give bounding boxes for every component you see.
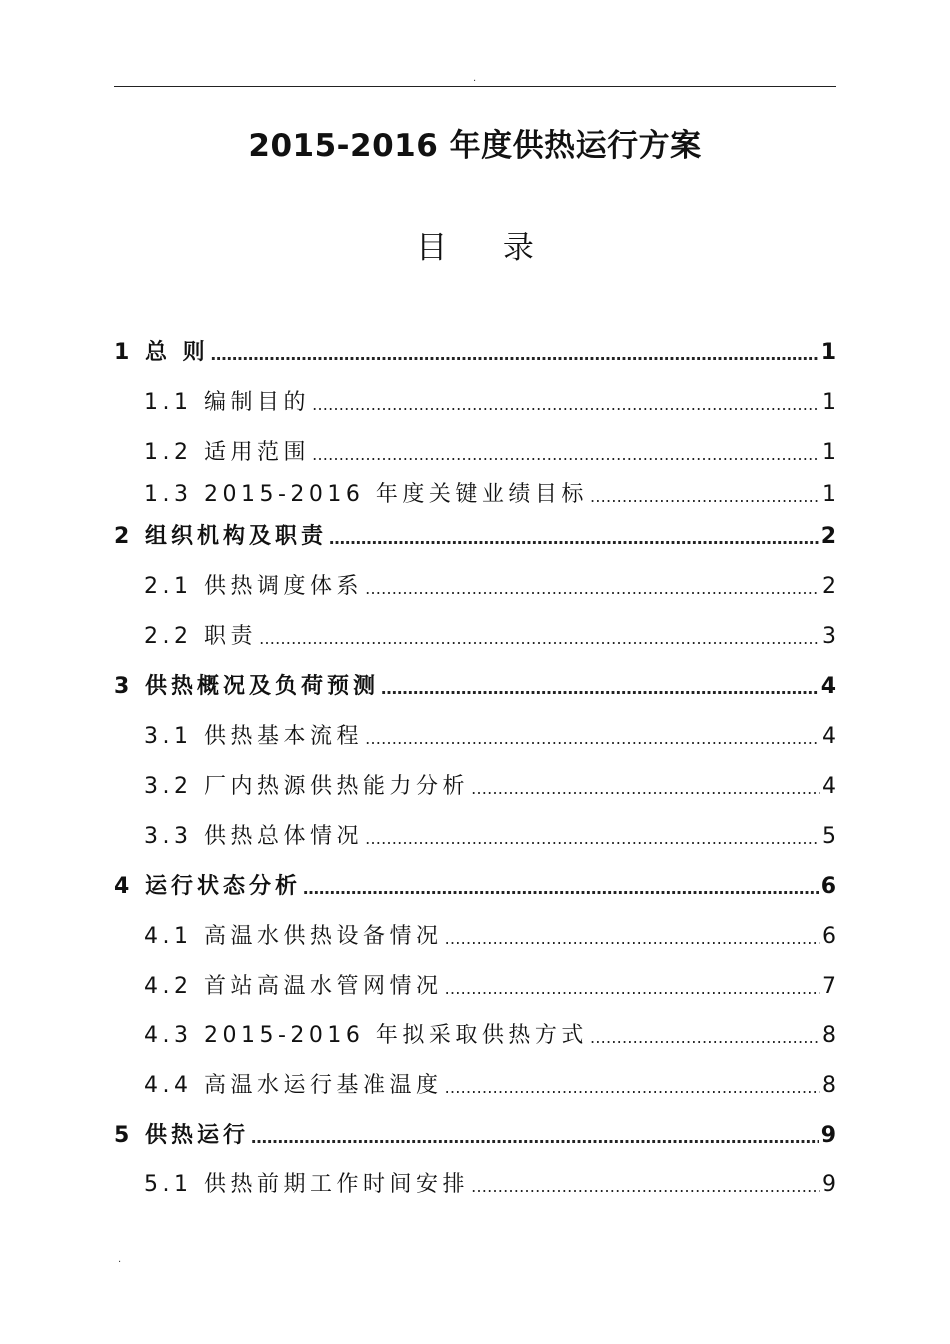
toc-entry-page-number: 2 bbox=[822, 574, 836, 599]
document-title: 2015-2016 年度供热运行方案 bbox=[248, 128, 702, 164]
header-mark: . bbox=[473, 73, 477, 84]
toc-entry-page-number: 6 bbox=[820, 874, 836, 899]
toc-dot-leader bbox=[312, 442, 820, 468]
toc-entry-label: 5.1 供热前期工作时间安排 bbox=[144, 1172, 469, 1197]
toc-dot-leader bbox=[471, 1174, 820, 1200]
toc-entry-label: 3.1 供热基本流程 bbox=[144, 724, 363, 749]
toc-entry-page-number: 3 bbox=[822, 624, 836, 649]
toc-dot-leader bbox=[211, 342, 819, 368]
toc-entry[interactable] bbox=[114, 722, 836, 752]
toc-entry[interactable] bbox=[114, 972, 836, 1002]
toc-dot-leader bbox=[259, 626, 820, 652]
toc-entry[interactable] bbox=[114, 338, 836, 368]
toc-entry-label: 3.3 供热总体情况 bbox=[144, 824, 363, 849]
toc-entry-label: 4.4 高温水运行基准温度 bbox=[144, 1073, 443, 1098]
toc-entry-page-number: 2 bbox=[820, 524, 836, 549]
toc-dot-leader bbox=[365, 826, 820, 852]
toc-entry[interactable] bbox=[114, 388, 836, 418]
toc-entry-page-number: 8 bbox=[822, 1073, 836, 1098]
toc-dot-leader bbox=[590, 1025, 820, 1051]
toc-entry-label: 4 运行状态分析 bbox=[114, 874, 301, 899]
toc-entry-page-number: 8 bbox=[822, 1023, 836, 1048]
toc-entry[interactable] bbox=[114, 1121, 836, 1151]
toc-entry-page-number: 9 bbox=[820, 1123, 836, 1148]
toc-entry[interactable] bbox=[114, 572, 836, 602]
toc-entry[interactable] bbox=[114, 622, 836, 652]
toc-dot-leader bbox=[444, 1075, 820, 1101]
toc-entry-label: 1 总 则 bbox=[114, 340, 209, 365]
toc-entry[interactable] bbox=[114, 922, 836, 952]
toc-entry-page-number: 4 bbox=[822, 724, 836, 749]
toc-entry-label: 2 组织机构及职责 bbox=[114, 524, 327, 549]
toc-dot-leader bbox=[444, 926, 820, 952]
toc-entry-label: 1.3 2015-2016 年度关键业绩目标 bbox=[144, 482, 588, 507]
toc-entry[interactable] bbox=[114, 1071, 836, 1101]
toc-entry-label: 1.2 适用范围 bbox=[144, 440, 310, 465]
toc-entry-page-number: 7 bbox=[822, 974, 836, 999]
toc-entry[interactable] bbox=[114, 772, 836, 802]
toc-heading: 目 录 bbox=[416, 230, 534, 266]
toc-entry[interactable] bbox=[114, 872, 836, 902]
toc-entry-label: 3 供热概况及负荷预测 bbox=[114, 674, 379, 699]
toc-dot-leader bbox=[590, 484, 820, 510]
toc-entry-label: 4.2 首站高温水管网情况 bbox=[144, 974, 443, 999]
toc-entry-page-number: 4 bbox=[820, 674, 836, 699]
toc-entry-label: 2.2 职责 bbox=[144, 624, 257, 649]
toc-entry[interactable] bbox=[114, 480, 836, 510]
toc-entry-label: 1.1 编制目的 bbox=[144, 390, 310, 415]
header-rule bbox=[114, 86, 836, 87]
toc-entry-page-number: 4 bbox=[822, 774, 836, 799]
toc-entry-label: 5 供热运行 bbox=[114, 1123, 249, 1148]
toc-entry-page-number: 1 bbox=[822, 390, 836, 415]
toc-entry-page-number: 1 bbox=[820, 340, 836, 365]
toc-entry-page-number: 1 bbox=[822, 482, 836, 507]
toc-entry-label: 4.3 2015-2016 年拟采取供热方式 bbox=[144, 1023, 588, 1048]
toc-entry[interactable] bbox=[114, 1021, 836, 1051]
footer-mark: . bbox=[118, 1254, 122, 1265]
toc-entry-label: 2.1 供热调度体系 bbox=[144, 574, 363, 599]
toc-entry-page-number: 9 bbox=[822, 1172, 836, 1197]
toc-dot-leader bbox=[303, 876, 819, 902]
toc-entry-label: 4.1 高温水供热设备情况 bbox=[144, 924, 443, 949]
toc-entry-page-number: 5 bbox=[822, 824, 836, 849]
toc-dot-leader bbox=[365, 576, 820, 602]
toc-dot-leader bbox=[312, 392, 820, 418]
toc-entry[interactable] bbox=[114, 438, 836, 468]
toc-dot-leader bbox=[365, 726, 820, 752]
toc-entry[interactable] bbox=[114, 522, 836, 552]
toc-entry[interactable] bbox=[114, 672, 836, 702]
toc-entry-page-number: 1 bbox=[822, 440, 836, 465]
toc-dot-leader bbox=[471, 776, 820, 802]
toc-dot-leader bbox=[381, 676, 819, 702]
toc-entry[interactable] bbox=[114, 822, 836, 852]
toc-entry-label: 3.2 厂内热源供热能力分析 bbox=[144, 774, 469, 799]
toc-dot-leader bbox=[329, 526, 819, 552]
toc-entry[interactable] bbox=[114, 1170, 836, 1200]
toc-dot-leader bbox=[251, 1125, 819, 1151]
toc-entry-page-number: 6 bbox=[822, 924, 836, 949]
toc-dot-leader bbox=[444, 976, 820, 1002]
